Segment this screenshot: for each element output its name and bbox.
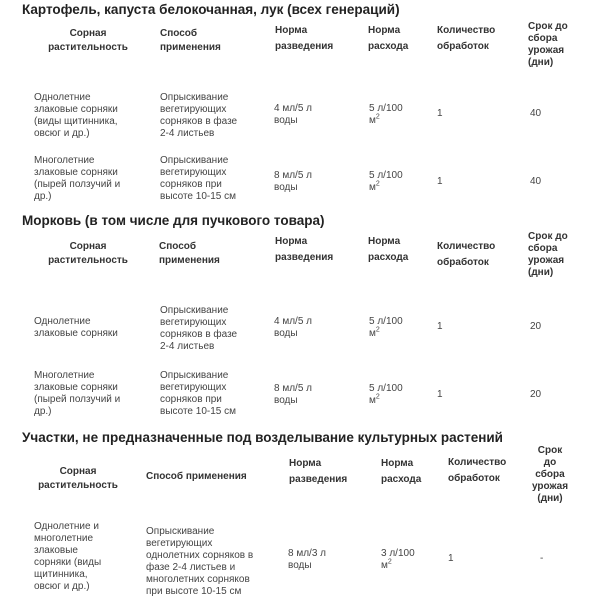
cell-rate: 5 л/100 $м^2$ bbox=[369, 383, 403, 406]
cell-count: 1 bbox=[448, 553, 454, 564]
header-method: Способ применения bbox=[159, 241, 220, 266]
cell-method: Опрыскивание вегетирующих сорняков в фазе 2-4 листьев bbox=[160, 92, 238, 139]
section-title: Морковь (в том числе для пучкового товара) bbox=[22, 213, 325, 228]
cell-dilution: 8 мл/5 л воды bbox=[274, 383, 313, 406]
section-title: Участки, не предназначенные под возделывание культурных растений bbox=[22, 430, 503, 445]
cell-weeds: Однолетние злаковые сорняки (виды щитинника, овсюг и др.) bbox=[34, 92, 118, 139]
cell-count: 1 bbox=[437, 321, 443, 332]
cell-term: 40 bbox=[530, 108, 542, 119]
cell-rate: 3 л/100 $м^2$ bbox=[381, 548, 415, 571]
header-method: Способ применения bbox=[146, 471, 247, 482]
cell-term: 20 bbox=[530, 321, 542, 332]
header-rate: Норма расхода bbox=[368, 236, 409, 263]
cell-weeds: Однолетние и многолетние злаковые сорняки (виды щитинника, овсюг и др.) bbox=[34, 521, 102, 592]
cell-rate: 5 л/100 $м^2$ bbox=[369, 103, 403, 126]
header-weeds: Сорная растительность bbox=[48, 28, 128, 53]
cell-method: Опрыскивание вегетирующих однолетних сорняков в фазе 2-4 листьев и многолетних сорняков при высоте 10-15 см bbox=[146, 526, 254, 597]
header-rate: Норма расхода bbox=[381, 458, 422, 485]
cell-method: Опрыскивание вегетирующих сорняков в фазе 2-4 листьев bbox=[160, 305, 238, 352]
header-count: Количество обработок bbox=[437, 241, 496, 268]
header-count: Количество обработок bbox=[448, 457, 507, 484]
section-title: Картофель, капуста белокочанная, лук (всех генераций) bbox=[22, 2, 400, 17]
cell-method: Опрыскивание вегетирующих сорняков при высоте 10-15 см bbox=[160, 155, 236, 202]
cell-term: 40 bbox=[530, 176, 542, 187]
header-dilution: Норма разведения bbox=[275, 236, 334, 263]
cell-dilution: 8 мл/3 л воды bbox=[288, 548, 327, 571]
cell-count: 1 bbox=[437, 108, 443, 119]
header-rate: Норма расхода bbox=[368, 25, 409, 52]
cell-dilution: 8 мл/5 л воды bbox=[274, 170, 313, 193]
header-dilution: Норма разведения bbox=[275, 25, 334, 52]
cell-dilution: 4 мл/5 л воды bbox=[274, 103, 313, 126]
cell-term: - bbox=[540, 553, 544, 564]
cell-method: Опрыскивание вегетирующих сорняков при высоте 10-15 см bbox=[160, 370, 236, 417]
cell-weeds: Однолетние злаковые сорняки bbox=[34, 316, 118, 339]
cell-rate: 5 л/100 $м^2$ bbox=[369, 316, 403, 339]
header-weeds: Сорная растительность bbox=[38, 466, 118, 491]
header-dilution: Норма разведения bbox=[289, 458, 348, 485]
header-term: Срок до сбора урожая (дни) bbox=[528, 21, 568, 68]
header-term: Срок до сбора урожая (дни) bbox=[531, 445, 569, 504]
cell-dilution: 4 мл/5 л воды bbox=[274, 316, 313, 339]
cell-rate: 5 л/100 $м^2$ bbox=[369, 170, 403, 193]
header-count: Количество обработок bbox=[437, 25, 496, 52]
cell-weeds: Многолетние злаковые сорняки (пырей ползучий и др.) bbox=[34, 370, 121, 417]
header-method: Способ применения bbox=[160, 28, 221, 53]
cell-weeds: Многолетние злаковые сорняки (пырей ползучий и др.) bbox=[34, 155, 121, 202]
cell-count: 1 bbox=[437, 389, 443, 400]
header-term: Срок до сбора урожая (дни) bbox=[528, 231, 568, 278]
header-weeds: Сорная растительность bbox=[48, 241, 128, 266]
cell-count: 1 bbox=[437, 176, 443, 187]
cell-term: 20 bbox=[530, 389, 542, 400]
